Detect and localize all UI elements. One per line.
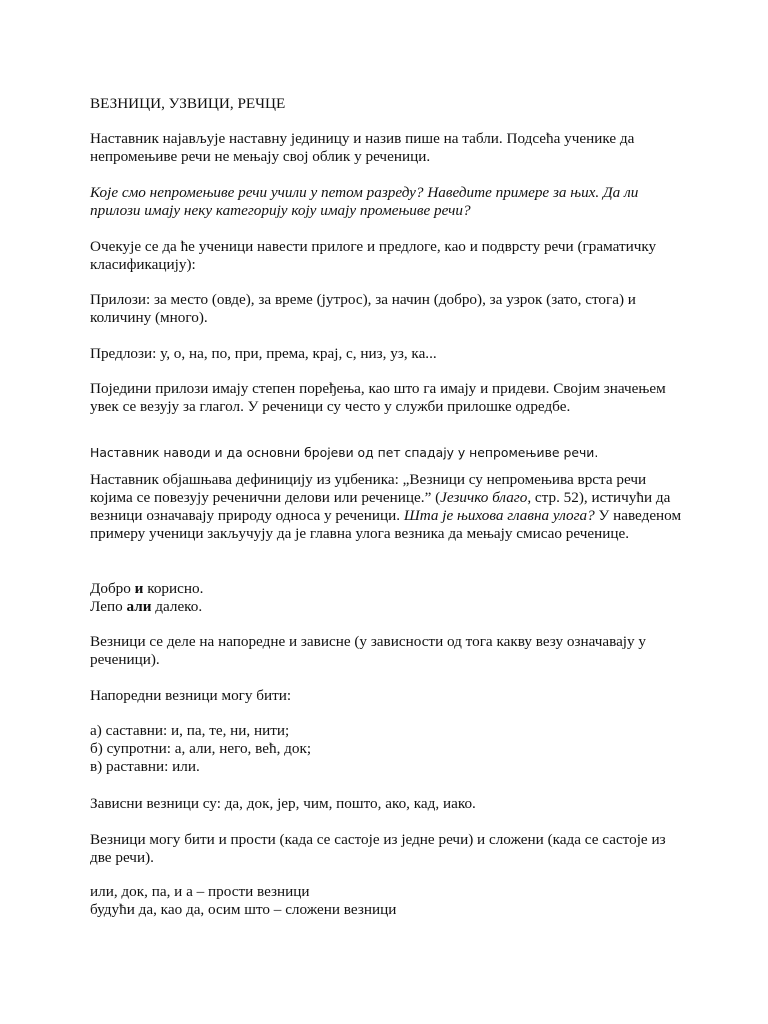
paragraph-numbers-note: Наставник наводи и да основни бројеви од пет спадају у непромењиве речи. (90, 445, 599, 460)
paragraph-simple-compound: Везници могу бити и прости (када се састоје из једне речи) и сложени (када се састоје из две речи). (90, 831, 666, 866)
paragraph-definition (90, 471, 690, 543)
example-2-conjunction: али (126, 598, 152, 615)
list-item: в) раставни: или. (90, 758, 200, 775)
example-1 (90, 580, 203, 597)
paragraph-subordinate: Зависни везници су: да, док, јер, чим, пошто, ако, кад, иако. (90, 795, 476, 812)
page-title: ВЕЗНИЦИ, УЗВИЦИ, РЕЧЦЕ (90, 95, 286, 112)
paragraph-comparison: Поједини прилози имају степен поређења, као што га имају и придеви. Својим значењем увек се везују за глагол. У реченици су често у служби прилошке одредбе. (90, 380, 666, 415)
example-2-end: далеко. (151, 598, 203, 615)
paragraph-intro: Наставник најављује наставну јединицу и назив пише на табли. Подсећа ученике да непромењиве речи не мењају свој облик у реченици. (90, 130, 635, 165)
coordinate-list (90, 722, 690, 776)
paragraph-adverbs: Прилози: за место (овде), за време (јутрос), за начин (добро), за узрок (зато, стога) и количину (много). (90, 291, 636, 326)
paragraph-division: Везници се деле на напоредне и зависне (у зависности од тога какву везу означавају у реченици). (90, 633, 647, 668)
italic-questions: Које смо непромењиве речи учили у петом разреду? Наведите примере за њих. Да ли прилози имају неку категорију коју имају промењиве речи? (90, 184, 639, 219)
textbook-title: Језичко благо (440, 489, 528, 506)
example-1-conjunction: и (134, 580, 144, 597)
example-1-end: корисно. (143, 580, 204, 597)
paragraph-questions (90, 184, 690, 220)
example-2 (90, 598, 202, 615)
example-sentences (90, 580, 690, 616)
list-item: а) саставни: и, па, те, ни, нити; (90, 722, 290, 739)
compound-conjunctions: будући да, као да, осим што – сложени везници (90, 901, 397, 918)
paragraph-examples (90, 883, 690, 919)
definition-text-c: , стр. 52), истичући да везници означавају природу односа у реченици. (90, 489, 671, 524)
paragraph-expectation: Очекује се да ће ученици навести прилоге и предлоге, као и подврсту речи (граматичку класификацију): (90, 238, 657, 273)
definition-text-e: У наведеном примеру ученици закључују да је главна улога везника да мењају смисао реченице. (90, 507, 682, 542)
example-2-start: Лепо (90, 598, 127, 615)
paragraph-coordinate-intro: Напоредни везници могу бити: (90, 687, 292, 704)
paragraph-prepositions: Предлози: у, о, на, по, при, према, крај, с, низ, уз, ка... (90, 345, 437, 362)
list-item: б) супротни: а, али, него, већ, док; (90, 740, 312, 757)
definition-question: Шта је њихова главна улога? (403, 507, 595, 524)
example-1-start: Добро (90, 580, 135, 597)
simple-conjunctions: или, док, па, и а – прости везници (90, 883, 310, 900)
definition-text-a: Наставник објашњава дефиницију из уџбеника: „Везници су непромењива врста речи којима се повезују реченични делови или реченице.” ( (90, 471, 647, 506)
